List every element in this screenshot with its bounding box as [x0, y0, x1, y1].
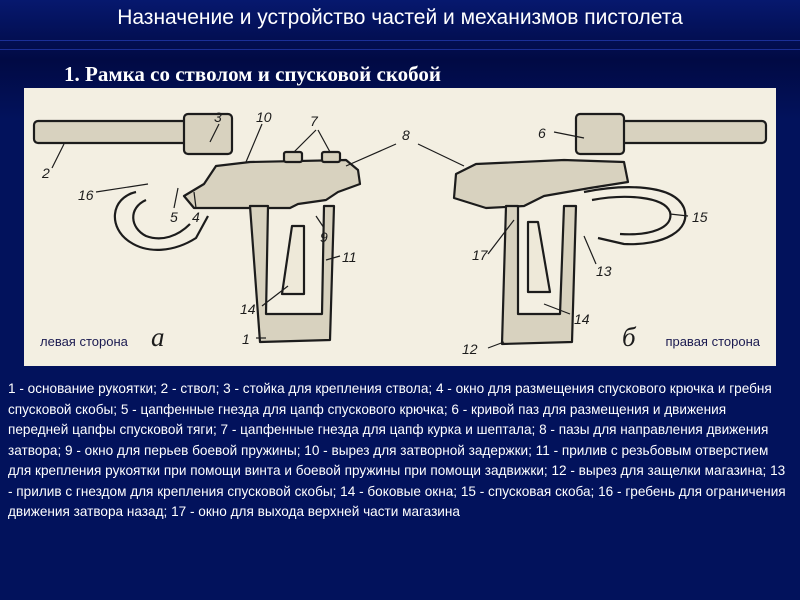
section-subtitle: 1. Рамка со стволом и спусковой скобой [64, 62, 441, 86]
left-barrel-post [184, 114, 232, 154]
leader-line [346, 144, 396, 166]
left-hammer-seat [284, 152, 302, 162]
left-barrel [34, 121, 202, 143]
parts-legend: 1 - основание рукоятки; 2 - ствол; 3 - стойка для крепления ствола; 4 - окно для размещения спускового крючка и гребня спусковой скобы; 5 - цапфенные гнезда для цапф спускового крючка; 6 - кривой паз для размещения и движения передней цапфы спусковой тяги; 7 - цапфенные гнезда для цапф курка и шептала; 8 - пазы для направления движения затвора; 9 - окно для перьев боевой пружины; 10 - вырез для затворной задержки; 11 - прилив с резьбовым отверстием для крепления рукоятки при помощи винта и боевой пружины при помощи задвижки; 12 - вырез для защелки магазина; 13 - прилив с гнездом для крепления спусковой скобы; 14 - боковые окна; 15 - спусковая скоба; 16 - гребень для ограничения движения затвора назад; 17 - окно для выхода верхней части магазина [8, 381, 786, 519]
callout-number: 9 [320, 229, 328, 245]
callout-number: 7 [310, 113, 318, 129]
callout-number: 13 [596, 263, 612, 279]
view-letter-a: а [151, 322, 165, 352]
left-sear-seat [322, 152, 340, 162]
leader-line [294, 130, 316, 152]
callout-number: 11 [342, 249, 357, 265]
callout-number: 6 [538, 125, 546, 141]
decor-line [0, 40, 800, 41]
left-grip-window [282, 226, 304, 294]
right-side-caption: правая сторона [665, 334, 760, 349]
leader-line [584, 236, 596, 264]
leader-line [96, 184, 148, 192]
callout-number: 10 [256, 109, 272, 125]
pistol-frame-illustration [24, 88, 776, 366]
callout-number: 2 [42, 165, 50, 181]
right-grip-window [528, 222, 550, 292]
callout-number: 14 [574, 311, 590, 327]
slide-title: Назначение и устройство частей и механизмов пистолета [117, 6, 683, 29]
pistol-frame-drawing [24, 88, 776, 366]
view-letter-b: б [622, 322, 636, 352]
left-side-caption: левая сторона [40, 334, 128, 349]
callout-number: 12 [462, 341, 478, 357]
callout-number: 8 [402, 127, 410, 143]
callout-number: 17 [472, 247, 488, 263]
right-frame-body [454, 160, 628, 208]
leader-line [174, 188, 178, 208]
decor-line [0, 49, 800, 50]
callout-number: 14 [240, 301, 256, 317]
right-barrel-post [576, 114, 624, 154]
leader-line [318, 130, 330, 152]
leader-line [418, 144, 464, 166]
leader-line [246, 124, 262, 162]
callout-number: 3 [214, 109, 222, 125]
right-trigger-guard-inner [592, 197, 670, 234]
callout-number: 5 [170, 209, 178, 225]
leader-line [52, 144, 64, 168]
left-trigger-guard-inner [133, 200, 190, 238]
callout-number: 1 [242, 331, 250, 347]
callout-number: 16 [78, 187, 94, 203]
callout-number: 4 [192, 209, 200, 225]
callout-number: 15 [692, 209, 708, 225]
left-frame-body [184, 160, 360, 208]
